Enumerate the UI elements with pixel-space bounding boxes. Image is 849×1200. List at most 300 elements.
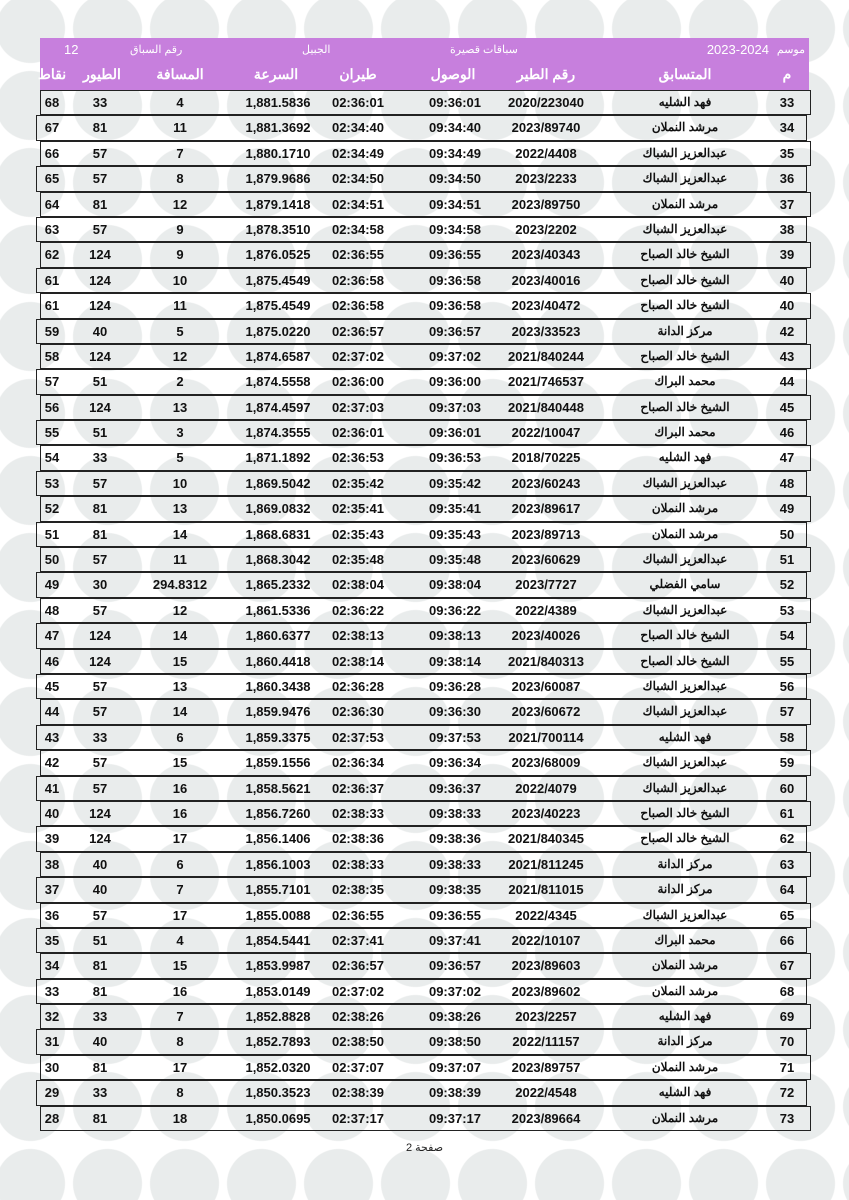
cell-speed: 1,859.3375 [245,729,311,745]
table-row [40,572,809,597]
cell-competitor: فهد الشليه [658,95,712,109]
cell-arrival-time: 09:38:35 [428,882,482,898]
cell-rank: 48 [779,475,795,491]
table-row [40,750,809,775]
cell-flight-time: 02:36:28 [331,678,385,694]
cell-birds: 33 [92,95,108,110]
cell-competitor: فهد الشليه [658,1085,712,1100]
cell-speed: 1,869.5042 [245,475,311,491]
cell-ring-number: 2023/89603 [511,958,581,974]
cell-flight-time: 02:38:36 [331,831,385,847]
table-row [40,242,809,267]
table-row [40,852,809,877]
cell-competitor: عبدالعزيز الشباك [642,907,728,922]
cell-birds: 33 [92,1085,108,1101]
cell-arrival-time: 09:36:58 [428,272,482,288]
cell-rank: 35 [779,145,795,161]
cell-birds: 81 [92,1110,108,1126]
cell-birds: 40 [92,882,108,898]
cell-ring-number: 2021/840345 [508,831,584,847]
cell-rank: 39 [779,247,795,263]
cell-competitor: عبدالعزيز الشباك [642,171,728,186]
cell-rank: 42 [779,323,795,339]
cell-distance: 8 [176,1085,184,1101]
cell-rank: 55 [779,653,795,669]
cell-distance: 3 [176,425,184,441]
cell-speed: 1,861.5336 [245,602,311,618]
cell-speed: 1,875.4549 [245,298,311,314]
cell-speed: 1,876.0525 [245,247,311,263]
cell-distance: 6 [176,856,184,872]
cell-flight-time: 02:38:33 [331,856,385,872]
cell-ring-number: 2023/60243 [511,475,581,491]
col-rank: م [782,66,792,82]
col-flight: طيران [339,66,377,82]
cell-arrival-time: 09:36:55 [428,907,482,923]
cell-rank: 68 [779,983,795,999]
cell-ring-number: 2018/70225 [511,450,581,466]
table-row [40,674,809,699]
cell-competitor: مرشد النملان [651,526,719,541]
cell-ring-number: 2023/89602 [511,983,581,999]
cell-rank: 43 [779,348,795,364]
cell-points: 53 [44,475,60,491]
table-row [40,1055,809,1080]
cell-speed: 1,871.1892 [245,450,311,466]
cell-competitor: عبدالعزيز الشباك [642,602,728,617]
season-label: موسم [776,44,805,56]
table-row [40,471,809,496]
cell-rank: 36 [779,171,795,187]
cell-competitor: عبدالعزيز الشباك [642,552,728,567]
cell-distance: 7 [176,1009,184,1025]
cell-ring-number: 2023/33523 [511,323,581,339]
cell-birds: 33 [92,1009,108,1025]
table-row [40,522,809,547]
cell-arrival-time: 09:36:58 [428,298,482,314]
cell-arrival-time: 09:36:57 [428,958,482,974]
cell-rank: 58 [779,729,795,745]
cell-speed: 1,880.1710 [245,145,311,161]
cell-flight-time: 02:36:58 [331,298,385,314]
cell-birds: 57 [92,171,108,187]
cell-speed: 1,852.7893 [245,1034,311,1050]
cell-distance: 294.8312 [152,577,208,593]
cell-points: 29 [44,1085,60,1101]
cell-distance: 2 [176,374,184,390]
col-points: نقاط [37,66,67,82]
cell-rank: 44 [779,374,795,390]
cell-ring-number: 2023/40472 [511,298,581,314]
page-number: صفحة 2 [405,1142,444,1154]
cell-rank: 72 [779,1085,795,1101]
cell-distance: 8 [176,171,184,187]
cell-flight-time: 02:37:07 [331,1059,385,1075]
cell-rank: 38 [779,221,795,237]
cell-birds: 124 [89,348,111,364]
cell-arrival-time: 09:36:00 [428,374,482,390]
cell-flight-time: 02:37:02 [331,983,385,999]
cell-flight-time: 02:34:50 [331,171,385,187]
table-row [40,547,809,572]
cell-arrival-time: 09:37:03 [428,399,482,415]
cell-birds: 124 [89,399,111,415]
cell-points: 28 [44,1110,60,1126]
cell-arrival-time: 09:34:49 [428,145,482,161]
cell-distance: 17 [172,907,188,923]
cell-ring-number: 2022/10047 [511,425,581,441]
cell-distance: 12 [172,602,188,618]
cell-rank: 50 [779,526,795,542]
cell-arrival-time: 09:38:26 [428,1009,482,1025]
cell-arrival-time: 09:35:42 [428,475,482,491]
cell-arrival-time: 09:35:41 [428,501,482,517]
cell-distance: 5 [176,450,184,466]
table-row [40,1004,809,1029]
cell-speed: 1,852.0320 [245,1059,311,1075]
cell-speed: 1,856.1003 [245,856,311,872]
cell-speed: 1,875.0220 [245,323,311,339]
table-row [40,192,809,217]
cell-ring-number: 2022/4389 [515,602,577,618]
cell-arrival-time: 09:36:53 [428,450,482,466]
cell-points: 56 [44,399,60,415]
cell-speed: 1,856.7260 [245,805,311,821]
cell-points: 57 [44,374,60,390]
cell-points: 61 [44,272,60,288]
cell-speed: 1,874.6587 [245,348,311,364]
cell-rank: 46 [779,425,795,441]
cell-flight-time: 02:36:01 [331,95,385,110]
season-value: 2023-2024 [706,42,769,57]
cell-points: 44 [44,704,60,720]
cell-birds: 40 [92,1034,108,1050]
cell-speed: 1,850.3523 [245,1085,311,1101]
cell-ring-number: 2023/60087 [511,678,581,694]
cell-distance: 11 [173,298,187,314]
cell-flight-time: 02:36:00 [331,374,385,390]
cell-distance: 11 [173,120,187,136]
cell-speed: 1,881.5836 [245,95,311,110]
cell-distance: 16 [172,780,188,796]
cell-birds: 51 [92,425,108,441]
cell-distance: 13 [172,678,188,694]
cell-arrival-time: 09:37:02 [428,983,482,999]
cell-distance: 5 [176,323,184,339]
cell-distance: 15 [172,958,188,974]
col-arrival: الوصول [430,66,476,82]
cell-competitor: مرشد النملان [651,501,719,516]
cell-birds: 81 [92,1059,108,1075]
cell-rank: 67 [779,958,795,974]
cell-ring-number: 2023/89757 [511,1059,581,1075]
cell-ring-number: 2023/7727 [515,577,577,593]
cell-competitor: مركز الدانة [657,323,713,338]
cell-flight-time: 02:38:14 [331,653,385,669]
cell-points: 55 [44,425,60,441]
cell-rank: 49 [779,501,795,517]
cell-speed: 1,868.3042 [245,552,311,568]
cell-distance: 13 [172,501,188,517]
cell-competitor: الشيخ خالد الصباح [640,348,730,363]
cell-ring-number: 2022/10107 [511,932,581,948]
cell-arrival-time: 09:36:37 [428,780,482,796]
cell-arrival-time: 09:36:55 [428,247,482,263]
cell-competitor: مركز الدانة [657,882,713,897]
results-table [40,90,809,1131]
cell-rank: 59 [779,755,795,771]
cell-speed: 1,859.9476 [245,704,311,720]
cell-ring-number: 2021/840244 [508,348,584,364]
race-number: 12 [64,42,79,57]
table-row [40,903,809,928]
cell-rank: 40 [779,298,795,314]
cell-points: 41 [44,780,60,796]
cell-flight-time: 02:36:01 [331,425,385,441]
cell-birds: 30 [92,577,108,593]
cell-rank: 66 [779,932,795,948]
cell-birds: 33 [92,450,108,466]
table-row [40,649,809,674]
cell-rank: 71 [779,1059,795,1075]
cell-ring-number: 2023/40026 [511,628,581,644]
cell-flight-time: 02:36:55 [331,907,385,923]
cell-arrival-time: 09:36:01 [428,95,482,110]
cell-arrival-time: 09:38:13 [428,628,482,644]
cell-flight-time: 02:36:53 [331,450,385,466]
cell-arrival-time: 09:38:14 [428,653,482,669]
cell-flight-time: 02:37:17 [331,1110,385,1126]
cell-rank: 65 [779,907,795,923]
cell-rank: 33 [779,95,795,110]
cell-competitor: عبدالعزيز الشباك [642,221,728,236]
cell-competitor: الشيخ خالد الصباح [640,628,730,643]
cell-distance: 14 [172,526,188,542]
cell-competitor: مرشد النملان [651,196,719,211]
cell-birds: 57 [92,602,108,618]
cell-flight-time: 02:34:58 [331,221,385,237]
col-speed: السرعة [253,66,299,82]
cell-rank: 40 [779,272,795,288]
table-row [40,725,809,750]
cell-competitor: عبدالعزيز الشباك [642,678,728,693]
cell-birds: 57 [92,145,108,161]
cell-arrival-time: 09:38:33 [428,856,482,872]
table-row [40,496,809,521]
cell-arrival-time: 09:38:50 [428,1034,482,1050]
cell-rank: 51 [779,552,795,568]
cell-speed: 1,856.1406 [245,831,311,847]
cell-birds: 57 [92,221,108,237]
table-row [40,115,809,140]
cell-competitor: الشيخ خالد الصباح [640,831,730,846]
cell-arrival-time: 09:36:22 [428,602,482,618]
cell-points: 30 [44,1059,60,1075]
cell-birds: 57 [92,704,108,720]
cell-arrival-time: 09:35:48 [428,552,482,568]
cell-competitor: مركز الدانة [657,856,713,871]
cell-ring-number: 2023/89750 [511,196,581,212]
cell-distance: 18 [172,1110,188,1126]
table-header-band [37,38,809,90]
cell-distance: 4 [176,95,184,110]
cell-birds: 57 [92,552,108,568]
cell-arrival-time: 09:34:40 [428,120,482,136]
cell-birds: 51 [92,932,108,948]
cell-points: 58 [44,348,60,364]
cell-ring-number: 2023/2233 [515,171,577,187]
cell-birds: 124 [89,272,111,288]
table-row [40,877,809,902]
cell-points: 54 [44,450,60,466]
cell-points: 32 [44,1009,60,1025]
cell-flight-time: 02:36:57 [331,958,385,974]
cell-rank: 61 [779,805,795,821]
cell-birds: 124 [89,247,111,263]
cell-ring-number: 2023/60672 [511,704,581,720]
cell-arrival-time: 09:37:02 [428,348,482,364]
cell-arrival-time: 09:36:57 [428,323,482,339]
table-row [40,319,809,344]
cell-points: 34 [44,958,60,974]
cell-birds: 33 [92,729,108,745]
cell-rank: 73 [779,1110,795,1126]
table-row [40,598,809,623]
cell-ring-number: 2021/840313 [508,653,584,669]
cell-distance: 17 [172,1059,188,1075]
cell-arrival-time: 09:37:07 [428,1059,482,1075]
cell-points: 38 [44,856,60,872]
cell-distance: 14 [172,704,188,720]
table-row [40,90,809,115]
table-row [40,395,809,420]
table-row [40,801,809,826]
cell-points: 61 [44,298,60,314]
cell-birds: 81 [92,958,108,974]
cell-birds: 81 [92,120,108,136]
cell-ring-number: 2023/89740 [511,120,581,136]
cell-rank: 64 [779,882,795,898]
cell-birds: 124 [89,628,111,644]
cell-flight-time: 02:36:22 [331,602,385,618]
cell-flight-time: 02:36:30 [331,704,385,720]
cell-speed: 1,855.7101 [245,882,311,898]
cell-ring-number: 2021/840448 [508,399,584,415]
cell-points: 36 [44,907,60,923]
cell-birds: 40 [92,856,108,872]
cell-distance: 10 [172,475,188,491]
cell-flight-time: 02:35:48 [331,552,385,568]
cell-distance: 9 [176,221,184,237]
cell-rank: 47 [779,450,795,466]
cell-competitor: فهد الشليه [658,729,712,744]
cell-points: 37 [44,882,60,898]
cell-competitor: فهد الشليه [658,1009,712,1024]
table-row [40,293,809,318]
cell-birds: 57 [92,907,108,923]
cell-rank: 52 [779,577,795,593]
cell-distance: 14 [172,628,188,644]
cell-distance: 17 [172,831,188,847]
cell-speed: 1,853.0149 [245,983,311,999]
cell-rank: 70 [779,1034,795,1050]
table-row [40,344,809,369]
table-row [40,979,809,1004]
cell-rank: 53 [779,602,795,618]
cell-distance: 15 [172,755,188,771]
cell-competitor: مركز الدانة [657,1034,713,1049]
cell-ring-number: 2023/60629 [511,552,581,568]
cell-ring-number: 2021/746537 [508,374,584,390]
cell-competitor: عبدالعزيز الشباك [642,755,728,770]
cell-competitor: عبدالعزيز الشباك [642,475,728,490]
cell-distance: 16 [172,983,188,999]
table-row [40,217,809,242]
table-row [40,141,809,166]
table-row [40,699,809,724]
cell-speed: 1,853.9987 [245,958,311,974]
cell-speed: 1,852.8828 [245,1009,311,1025]
cell-points: 50 [44,552,60,568]
cell-points: 64 [44,196,60,212]
cell-speed: 1,874.3555 [245,425,311,441]
cell-ring-number: 2022/4079 [515,780,577,796]
cell-flight-time: 02:34:49 [331,145,385,161]
cell-points: 68 [44,95,60,110]
cell-competitor: سامي الفضلي [649,577,721,592]
cell-competitor: مرشد النملان [651,1059,719,1074]
cell-speed: 1,874.5558 [245,374,311,390]
table-row [40,953,809,978]
cell-distance: 13 [172,399,188,415]
cell-speed: 1,858.5621 [245,780,311,796]
cell-speed: 1,854.5441 [245,932,311,948]
cell-flight-time: 02:36:58 [331,272,385,288]
race-info-row [40,41,809,59]
table-row [40,826,809,851]
table-row [40,776,809,801]
cell-speed: 1,855.0088 [245,907,311,923]
cell-points: 46 [44,653,60,669]
cell-birds: 124 [89,805,111,821]
cell-competitor: الشيخ خالد الصباح [640,272,730,287]
cell-distance: 15 [172,653,188,669]
cell-birds: 81 [92,983,108,999]
column-headers [37,64,809,86]
cell-points: 52 [44,501,60,517]
cell-distance: 16 [172,805,188,821]
cell-rank: 37 [779,196,795,212]
col-competitor: المتسابق [658,66,712,82]
cell-competitor: مرشد النملان [651,1110,719,1125]
cell-ring-number: 2023/68009 [511,755,581,771]
cell-points: 42 [44,755,60,771]
cell-points: 33 [44,983,60,999]
cell-ring-number: 2022/4408 [515,145,577,161]
cell-ring-number: 2022/11157 [512,1034,580,1050]
cell-birds: 57 [92,755,108,771]
cell-points: 39 [44,831,60,847]
cell-flight-time: 02:35:43 [331,526,385,542]
cell-ring-number: 2020/223040 [508,95,584,110]
cell-arrival-time: 09:34:58 [428,221,482,237]
cell-arrival-time: 09:37:41 [428,932,482,948]
cell-flight-time: 02:35:42 [331,475,385,491]
cell-flight-time: 02:38:13 [331,628,385,644]
cell-points: 40 [44,805,60,821]
cell-competitor: الشيخ خالد الصباح [640,399,730,414]
cell-speed: 1,850.0695 [245,1110,311,1126]
